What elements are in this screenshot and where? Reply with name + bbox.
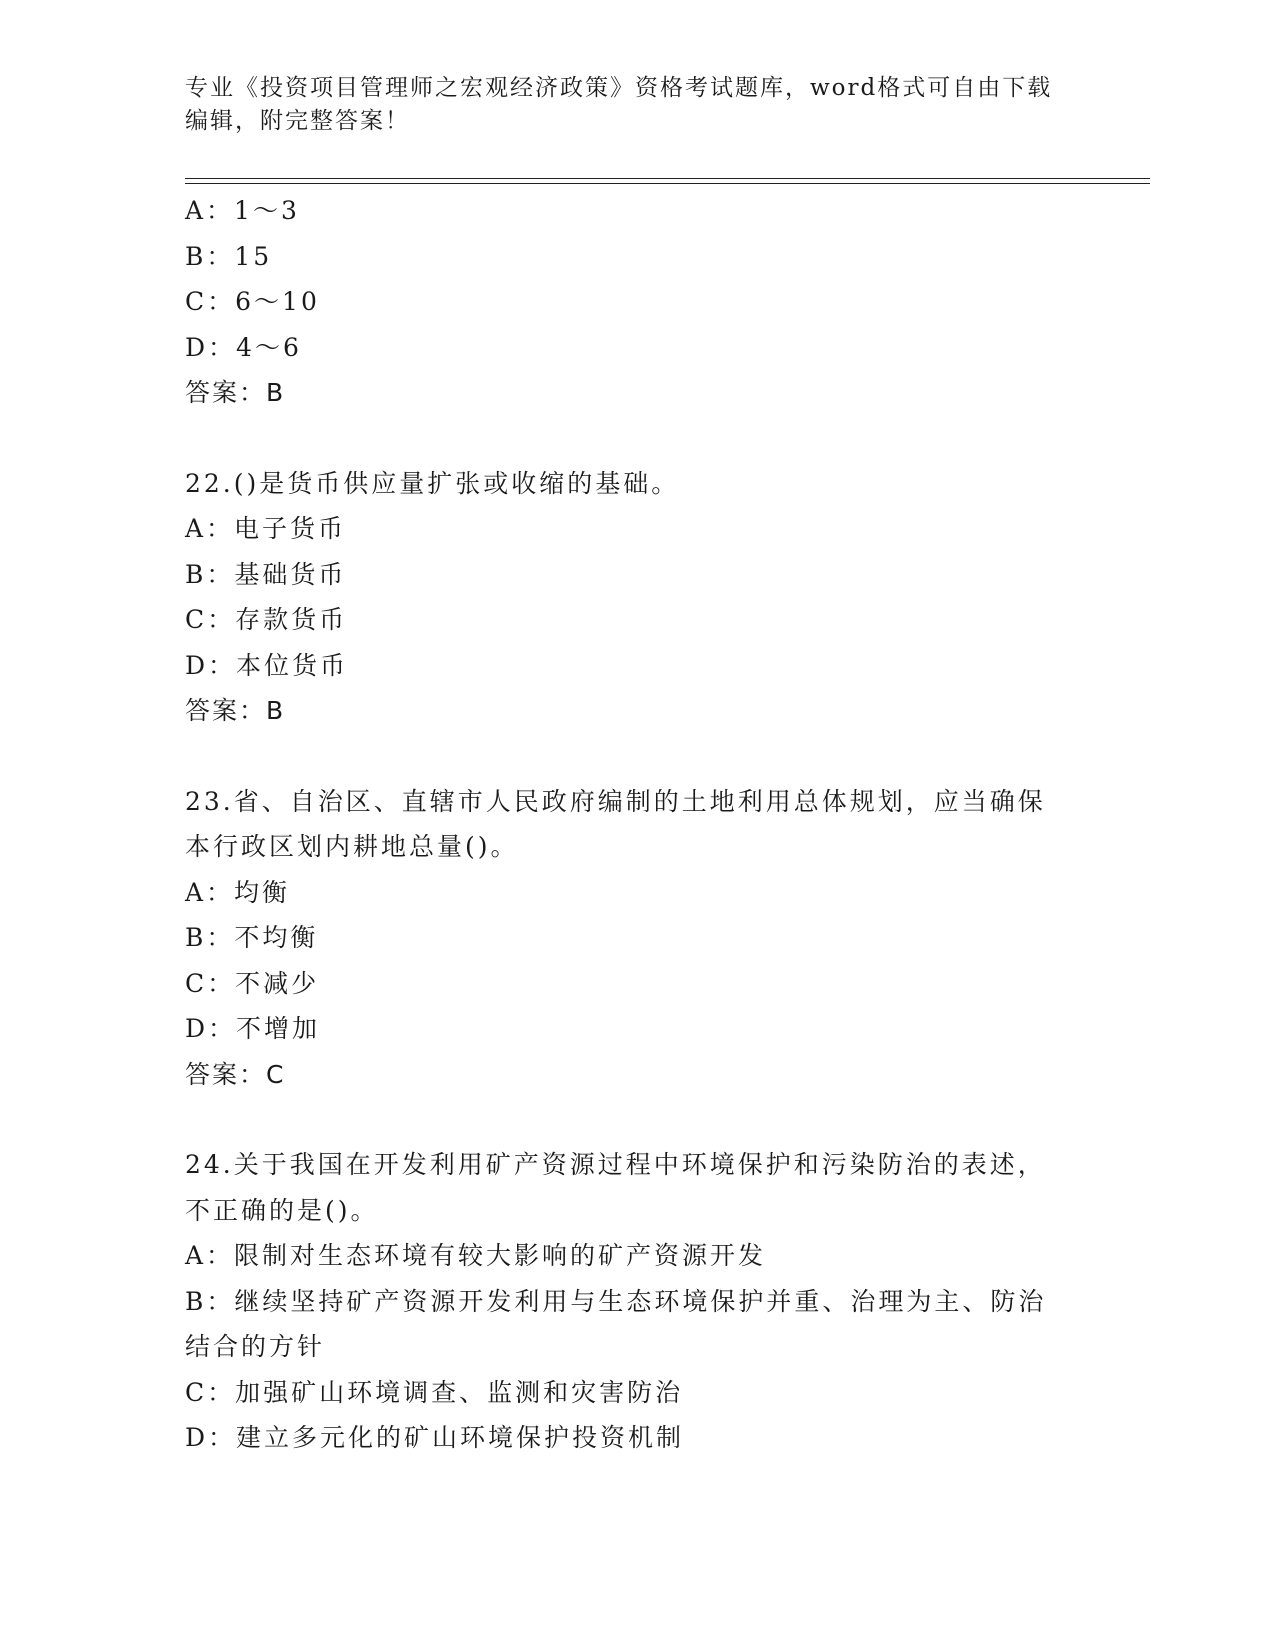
- option-c: C：不减少: [185, 968, 320, 998]
- option-a: A：1～3: [185, 196, 300, 225]
- question-22: [185, 461, 1085, 734]
- option-c: C：存款货币: [185, 605, 348, 634]
- option-a: A：电子货币: [185, 514, 347, 543]
- question-stem-line-1: 23.省、自治区、直辖市人民政府编制的土地利用总体规划，应当确保: [185, 786, 1046, 816]
- question-stem: 22.()是货币供应量扩张或收缩的基础。: [185, 468, 680, 498]
- question-list: [185, 188, 1085, 1461]
- option-d: D：4～6: [185, 332, 302, 362]
- option-a: A：限制对生态环境有较大影响的矿产资源开发: [185, 1241, 767, 1270]
- option-c: C：加强矿山环境调查、监测和灾害防治: [185, 1377, 684, 1407]
- question-stem-line-2: 不正确的是()。: [185, 1195, 379, 1225]
- option-a: A：均衡: [185, 877, 291, 907]
- question-24: [185, 1142, 1085, 1461]
- header-rule-top: [185, 178, 1150, 179]
- option-c: C：6～10: [185, 287, 320, 316]
- spacer: [185, 734, 1085, 779]
- option-d: D：建立多元化的矿山环境保护投资机制: [185, 1423, 685, 1452]
- option-b: B：15: [185, 241, 273, 271]
- header-rule-bottom: [185, 183, 1150, 184]
- question-21: [185, 188, 1085, 416]
- spacer: [185, 1097, 1085, 1142]
- answer: 答案：B: [185, 696, 286, 725]
- answer: 答案：C: [185, 1059, 286, 1089]
- spacer: [185, 416, 1085, 461]
- document-header: 专业《投资项目管理师之宏观经济政策》资格考试题库，word格式可自由下载编辑，附完整答案！: [185, 75, 1053, 134]
- option-b: B：不均衡: [185, 923, 319, 952]
- answer: 答案：B: [185, 378, 286, 407]
- option-d: D：本位货币: [185, 650, 349, 680]
- option-b: B：基础货币: [185, 559, 347, 589]
- option-b-line-2: 结合的方针: [185, 1332, 326, 1361]
- question-23: [185, 779, 1085, 1098]
- option-d: D：不增加: [185, 1014, 321, 1043]
- question-stem-line-1: 24.关于我国在开发利用矿产资源过程中环境保护和污染防治的表述，: [185, 1150, 1046, 1179]
- question-stem-line-2: 本行政区划内耕地总量()。: [185, 832, 519, 861]
- option-b-line-1: B：继续坚持矿产资源开发利用与生态环境保护并重、治理为主、防治: [185, 1286, 1047, 1316]
